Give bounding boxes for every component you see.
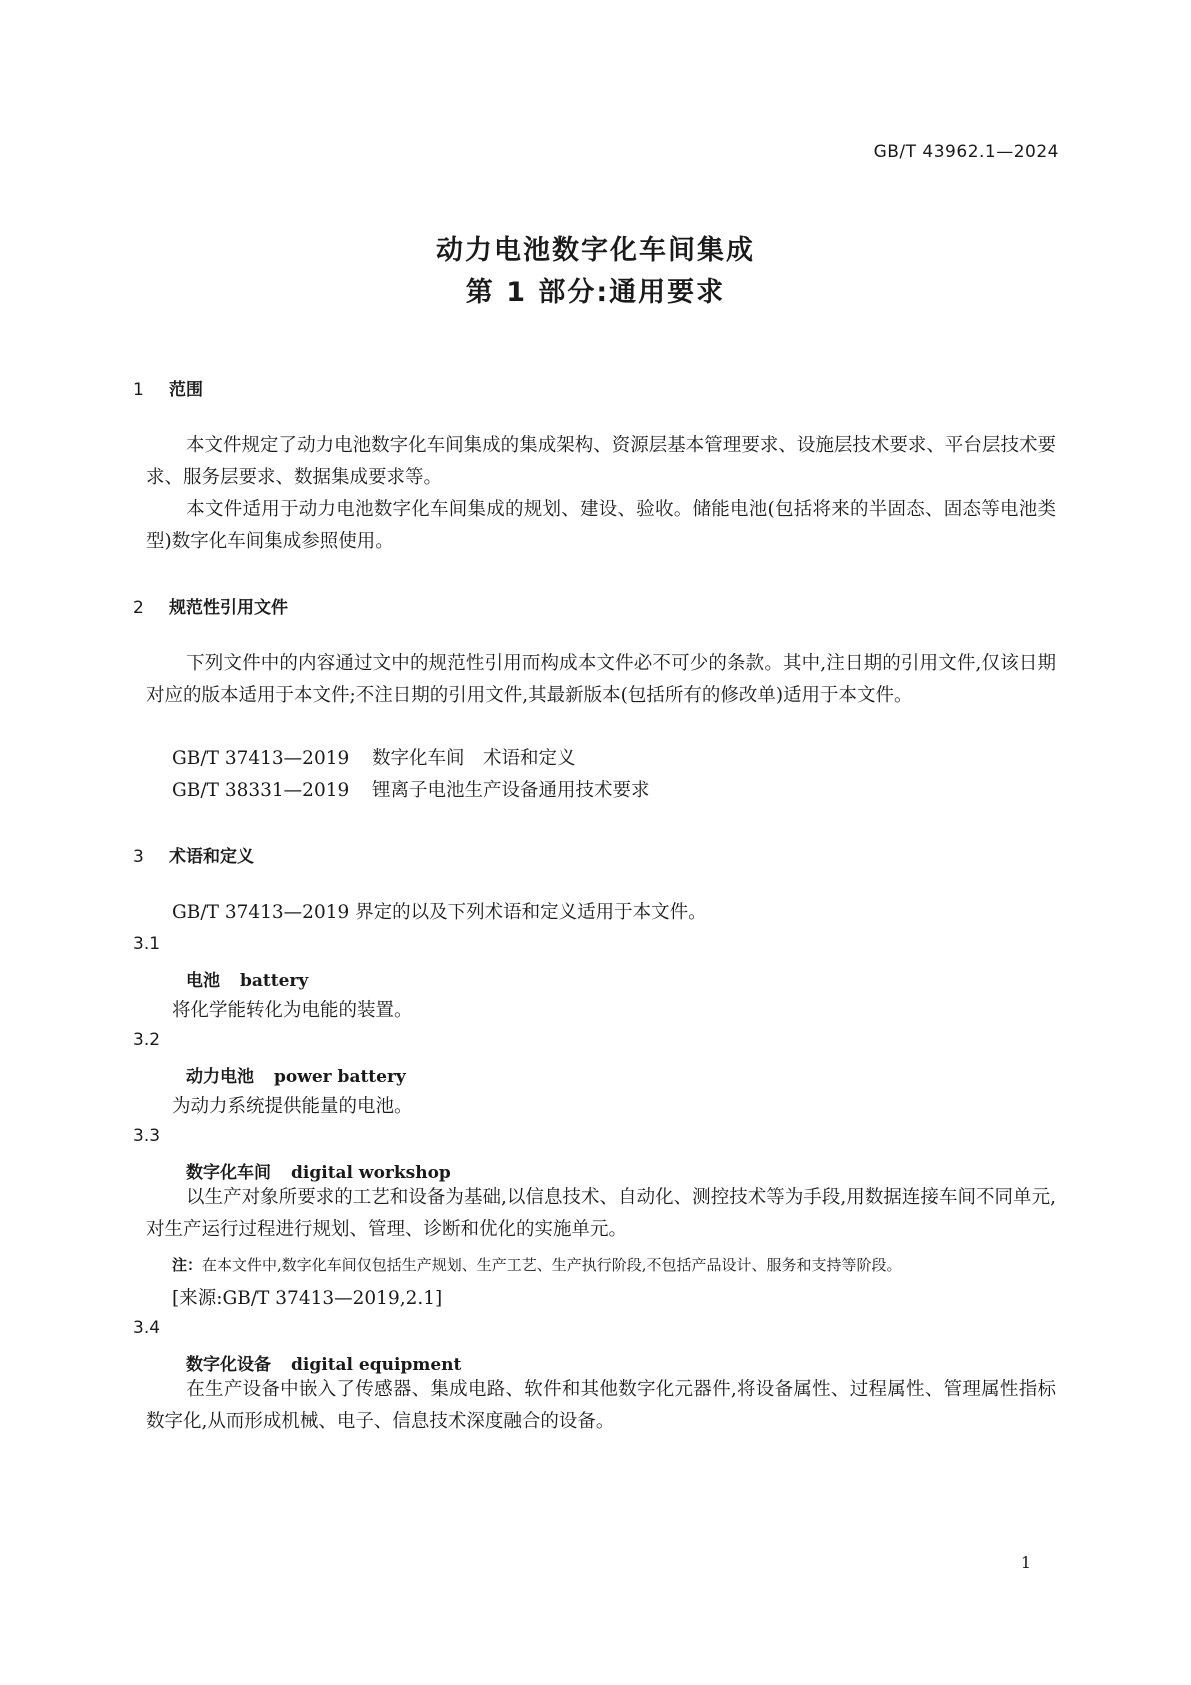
document-title-line2: 第 1 部分:通用要求 — [465, 277, 726, 308]
term-definition: 将化学能转化为电能的装置。 — [172, 1000, 413, 1021]
section-2-heading — [133, 593, 288, 618]
paragraph: 下列文件中的内容通过文中的规范性引用而构成本文件必不可少的条款。其中,注日期的引用文件,仅该日期对应的版本适用于本文件;不注日期的引用文件,其最新版本(包括所有的修改单)适用于本文件。 — [146, 653, 1056, 706]
term-heading: 数字化车间 digital workshop — [186, 1163, 451, 1183]
reference-code: GB/T 38331—2019 — [172, 780, 350, 801]
term-heading: 数字化设备 digital equipment — [186, 1355, 462, 1375]
term-number: 3.1 — [133, 934, 161, 954]
term-heading: 动力电池 power battery — [186, 1067, 406, 1087]
term-number: 3.3 — [133, 1126, 161, 1146]
term-number: 3.2 — [133, 1030, 161, 1050]
reference-item — [172, 776, 650, 802]
document-number: GB/T 43962.1—2024 — [873, 142, 1059, 162]
paragraph: 本文件适用于动力电池数字化车间集成的规划、建设、验收。储能电池(包括将来的半固态、固态等电池类型)数字化车间集成参照使用。 — [146, 499, 1056, 552]
term-definition: 以生产对象所要求的工艺和设备为基础,以信息技术、自动化、测控技术等为手段,用数据连接车间不同单元,对生产运行过程进行规划、管理、诊断和优化的实施单元。 — [146, 1187, 1056, 1240]
page-number: 1 — [1020, 1553, 1031, 1572]
section-number: 2 — [133, 598, 144, 618]
section-title: 范围 — [169, 380, 203, 400]
term-definition: 为动力系统提供能量的电池。 — [172, 1096, 413, 1117]
section-title: 术语和定义 — [169, 847, 254, 867]
term-number: 3.4 — [133, 1318, 161, 1338]
source-citation: [来源:GB/T 37413—2019,2.1] — [172, 1288, 443, 1309]
section-title: 规范性引用文件 — [169, 598, 288, 618]
term-definition: 在生产设备中嵌入了传感器、集成电路、软件和其他数字化元器件,将设备属性、过程属性、管理属性指标数字化,从而形成机械、电子、信息技术深度融合的设备。 — [146, 1379, 1056, 1432]
reference-code: GB/T 37413—2019 — [172, 748, 350, 769]
section-3-heading — [133, 842, 254, 867]
term-heading: 电池 battery — [186, 971, 309, 991]
section-number: 1 — [133, 380, 144, 400]
section-1-heading — [133, 375, 203, 400]
reference-title: 数字化车间 术语和定义 — [372, 748, 576, 769]
note: 注：在本文件中,数字化车间仅包括生产规划、生产工艺、生产执行阶段,不包括产品设计、服务和支持等阶段。 — [172, 1256, 902, 1274]
reference-item — [172, 744, 576, 770]
paragraph: GB/T 37413—2019 界定的以及下列术语和定义适用于本文件。 — [172, 902, 707, 923]
section-number: 3 — [133, 847, 144, 867]
reference-title: 锂离子电池生产设备通用技术要求 — [372, 780, 650, 801]
document-title-line1: 动力电池数字化车间集成 — [436, 235, 755, 266]
paragraph: 本文件规定了动力电池数字化车间集成的集成架构、资源层基本管理要求、设施层技术要求、平台层技术要求、服务层要求、数据集成要求等。 — [146, 435, 1056, 488]
